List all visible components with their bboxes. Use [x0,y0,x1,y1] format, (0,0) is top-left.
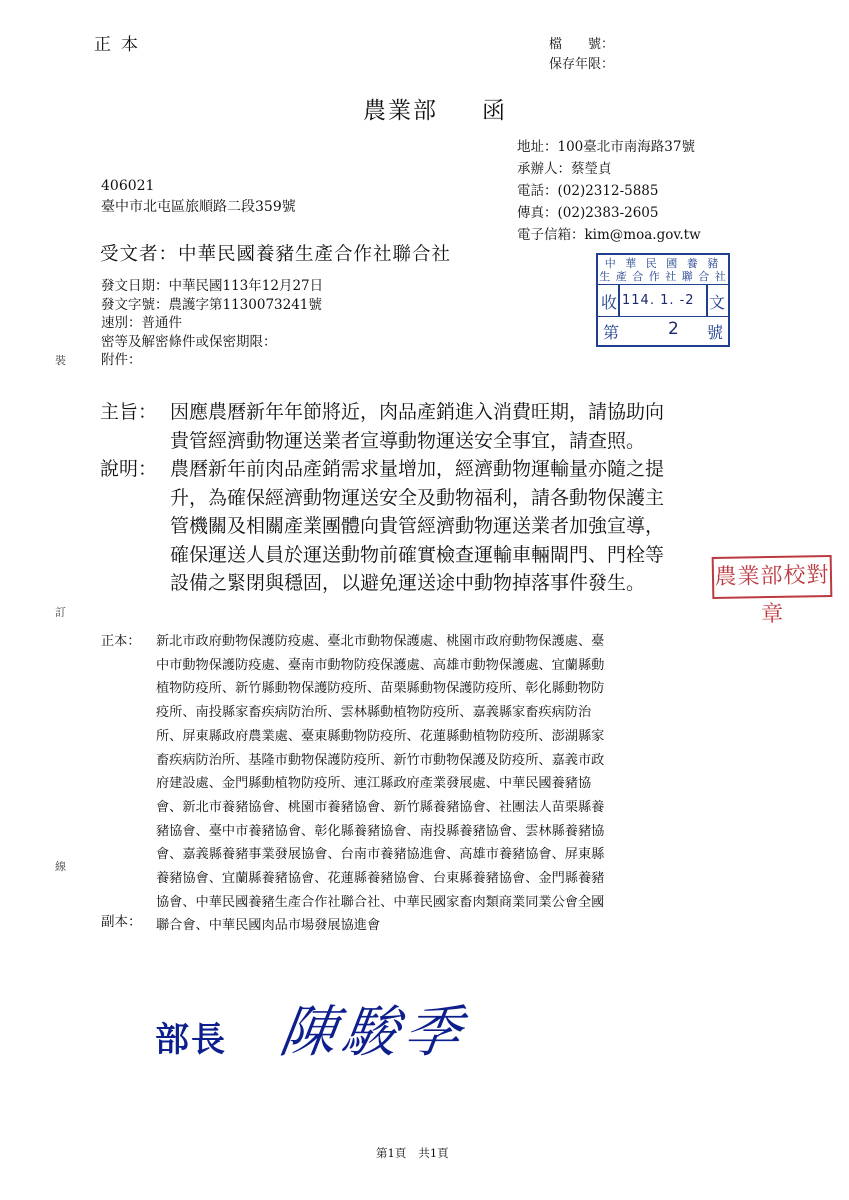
phone-number: 電話：(02)2312-5885 [517,183,659,199]
copies-line: 會、嘉義縣養豬事業發展協會、台南市養豬協進會、高雄市養豬協會、屏東縣 [156,847,605,863]
recipient: 受文者：中華民國養豬生產合作社聯合社 [100,244,452,265]
copies-line: 府建設處、金門縣動植物防疫所、連江縣政府產業發展處、中華民國養豬協 [156,776,592,792]
subject-line: 因應農曆新年年節將近，肉品產銷進入消費旺期，請協助向 [170,401,665,423]
receipt-stamp [596,253,730,347]
stamp-number: 2 [668,319,679,339]
minister-signature [155,988,471,1068]
copies-line: 協會、中華民國養豬生產合作社聯合社、中華民國家畜肉類商業同業公會全國 [156,894,605,910]
contact-block [517,136,701,246]
stamp-hao-char: 號 [706,323,723,342]
minister-name: 陳駿季 [275,1000,471,1065]
postal-code: 406021 [101,178,155,194]
copies-section [101,630,761,938]
subject-section [100,398,664,455]
explanation-section [100,455,664,598]
archive-number-label: 檔 號： [549,37,615,52]
explanation-label: 說明： [100,458,158,480]
copies-line: 聯合會、中華民國肉品市場發展協進會 [156,918,381,934]
explanation-line: 確保運送人員於運送動物前確實檢查運輸車輛閘門、門栓等 [170,543,665,566]
binding-mark-zhuang: 裝 [55,354,66,367]
document-meta [101,277,323,370]
copy-recipients-label: 副本： [101,914,142,930]
copies-line: 所、屏東縣政府農業處、臺東縣動物防疫所、花蓮縣動植物防疫所、澎湖縣家 [156,728,605,744]
secrecy-level: 密等及解密條件或保密期限： [101,333,277,350]
stamp-di-char: 第 [603,323,620,342]
document-title [363,92,507,125]
page-indicator [376,1145,449,1161]
copies-line: 中市動物保護防疫處、臺南市動物防疫保護處、高雄市動物保護處、宜蘭縣動 [156,657,605,673]
subject-label: 主旨： [100,401,158,423]
copies-line: 植物防疫所、新竹縣動物保護防疫所、苗栗縣動物保護防疫所、彰化縣動物防 [156,681,605,697]
retention-period-label: 保存年限： [549,57,615,72]
document-type: 函 [482,98,507,124]
explanation-line: 農曆新年前肉品產銷需求量增加，經濟動物運輸量亦隨之提 [170,458,665,480]
original-copy-label: 正本 [94,35,148,55]
stamp-number-row [598,317,728,345]
issue-number: 發文字號：農護字第1130073241號 [101,296,322,313]
binding-mark-xian: 線 [55,860,66,873]
fax-number: 傳真：(02)2383-2605 [517,205,659,221]
explanation-line: 設備之緊閉與穩固，以避免運送途中動物掉落事件發生。 [170,572,646,594]
copies-line: 豬協會、臺中市養豬協會、彰化縣養豬協會、南投縣養豬協會、雲林縣養豬協 [156,823,605,839]
minister-title: 部長 [155,1020,227,1060]
recipient-postal-block [101,176,296,218]
copies-line: 養豬協會、宜蘭縣養豬協會、花蓮縣養豬協會、台東縣養豬協會、金門縣養豬 [156,871,605,887]
proofreading-seal: 農業部校對章 [712,555,833,599]
copies-line: 畜疾病防治所、基隆市動物保護防疫所、新竹市動物保護及防疫所、嘉義市政 [156,752,605,768]
attachments: 附件： [101,352,142,368]
handler-name: 承辦人：蔡瑩貞 [517,161,612,177]
subject-line: 貴管經濟動物運送業者宣導動物運送安全事宜，請查照。 [170,429,646,452]
copies-line: 新北市政府動物保護防疫處、臺北市動物保護處、桃園市政府動物保護處、臺 [156,634,605,649]
issue-date: 發文日期：中華民國113年12月27日 [101,278,324,294]
archive-info [549,35,614,75]
stamp-doc-char: 文 [708,293,725,312]
postal-address: 臺中市北屯區旅順路二段359號 [101,199,296,215]
email-address: 電子信箱：kim@moa.gov.tw [517,227,701,243]
stamp-org-name: 中 華 民 國 養 豬 生 產 合 作 社 聯 合 社 [599,257,727,283]
copies-line: 疫所、南投縣家畜疾病防治所、雲林縣動植物防疫所、嘉義縣家畜疾病防治 [156,705,592,721]
binding-mark-ding: 訂 [55,606,66,619]
agency-address: 地址：100臺北市南海路37號 [517,139,695,155]
copies-line: 會、新北市養豬協會、桃園市養豬協會、新竹縣養豬協會、社團法人苗栗縣養 [156,799,605,815]
agency-name: 農業部 [363,98,438,124]
page-total: 共1頁 [418,1146,449,1160]
explanation-line: 升，為確保經濟動物運送安全及動物福利，請各動物保護主 [170,486,665,509]
copies-label: 正本： [101,634,141,649]
stamp-receive-char: 收 [601,293,618,312]
speed-class: 速別：普通件 [101,315,182,331]
explanation-line: 管機關及相關產業團體向貴管經濟動物運送業者加強宣導， [170,515,665,537]
stamp-date: 114. 1. -2 [622,293,695,308]
page-number: 第1頁 [376,1146,407,1160]
